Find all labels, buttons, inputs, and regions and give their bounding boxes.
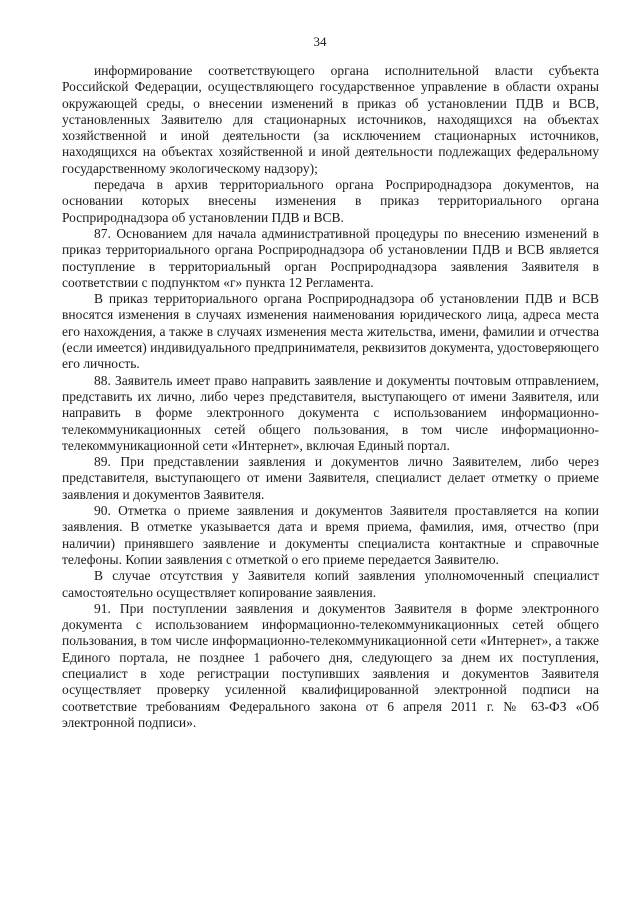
page-number: 34 (313, 34, 327, 49)
paragraph-89: 89. При представлении заявления и документов лично Заявителем, либо через представителя, выступающего от имени Заявителя, специалист делает отметку о приеме заявления и документов Заявителя. (62, 454, 599, 502)
paragraph-90-copies: В случае отсутствия у Заявителя копий заявления уполномоченный специалист самостоятельно осуществляет копирование заявления. (62, 568, 599, 600)
paragraph-archive-transfer: передача в архив территориального органа Росприроднадзора документов, на основании которых внесены изменения в приказ территориального органа Росприроднадзора об установлении ПДВ и ВСВ. (62, 177, 599, 225)
paragraph-notification: информирование соответствующего органа исполнительной власти субъекта Российской Федерации, осуществляющего государственное управление в области охраны окружающей среды, о внесении изменений в приказ об установлении ПДВ и ВСВ, установленных Заявителю для стационарных источников, находящихся на объектах хозяйственной и иной деятельности (за исключением стационарных источников, находящихся на объектах хозяйственной и иной деятельности подлежащих федеральному государственному экологическому надзору); (62, 63, 599, 176)
paragraph-91: 91. При поступлении заявления и документов Заявителя в форме электронного документа с использованием информационно-телекоммуникационных сетей общего пользования, в том числе информационно-телекоммуникационной сети «Интернет», а также Единого портала, не позднее 1 рабочего дня, следующего за днем их поступления, специалист в ходе регистрации поступивших заявления и документов Заявителя осуществляет проверку усиленной квалифицированной электронной подписи на соответствие требованиям Федерального закона от 6 апреля 2011 г. № 63-ФЗ «Об электронной подписи». (62, 600, 599, 730)
document-body (62, 63, 599, 731)
paragraph-90: 90. Отметка о приеме заявления и документов Заявителя проставляется на копии заявления. В отметке указывается дата и время приема, фамилия, имя, отчество (при наличии) принявшего заявление и документы специалиста контактные и справочные телефоны. Копии заявления с отметкой о его приеме передается Заявителю. (62, 503, 599, 567)
paragraph-88: 88. Заявитель имеет право направить заявление и документы почтовым отправлением, представить их лично, либо через представителя, выступающего от имени Заявителя, или направить в форме электронного документа с использованием информационно-телекоммуникационных сетей общего пользования, в том числе информационно-телекоммуникационной сети «Интернет», включая Единый портал. (62, 372, 599, 453)
paragraph-87: 87. Основанием для начала административной процедуры по внесению изменений в приказ территориального органа Росприроднадзора об установлении ПДВ и ВСВ является поступление в территориальный орган Росприроднадзора заявления Заявителя в соответствии с подпунктом «г» пункта 12 Регламента. (62, 225, 599, 290)
paragraph-87-changes: В приказ территориального органа Росприроднадзора об установлении ПДВ и ВСВ вносятся изменения в случаях изменения наименования юридического лица, адреса места его нахождения, а также в случаях изменения места жительства, имени, фамилии и отчества (если имеется) индивидуального предпринимателя, реквизитов документа, удостоверяющего его личность. (62, 291, 599, 372)
